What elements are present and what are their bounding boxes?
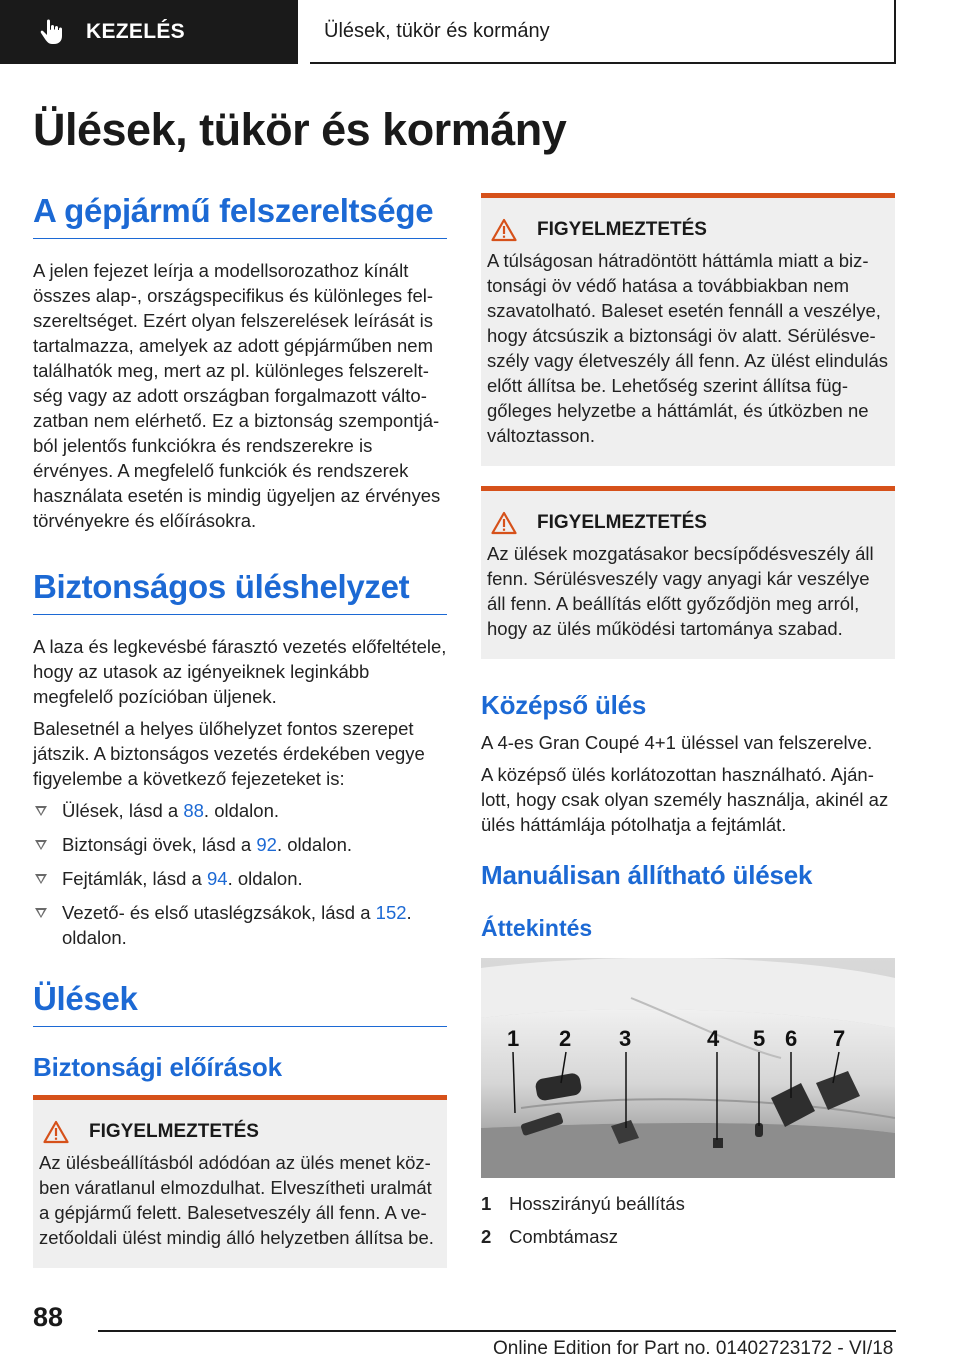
warning-triangle-icon xyxy=(491,511,517,535)
legend-item: 1 Hosszirányú beállítás xyxy=(481,1193,685,1214)
list-item: Fejtámlák, lásd a 94. oldalon. xyxy=(33,866,447,891)
list-item: Vezető- és első utaslégzsákok, lásd a 152. oldalon. xyxy=(33,900,447,950)
safe-position-paragraph-1: A laza és legkevésbé fárasztó vezetés előfeltétele, hogy az utasok az igényeiknek leginkább megfelelő pozícióban üljenek. xyxy=(33,636,447,707)
subsection-title-manual-seats: Manuálisan állítható ülések xyxy=(481,860,813,890)
seat-controls-image xyxy=(481,958,895,1178)
warning-title: FIGYELMEZTETÉS xyxy=(89,1121,259,1142)
safe-position-paragraph-2: Balesetnél a helyes ülőhelyzet fontos szerepet játszik. A biztonságos vezetés érdekében vegye figyelembe a következő fejezeteket is: xyxy=(33,718,425,789)
section-title-seats: Ülések xyxy=(33,980,447,1027)
middle-seat-paragraph-1: A 4-es Gran Coupé 4+1 üléssel van felszerelve. xyxy=(481,732,873,753)
image-label-1: 1 xyxy=(507,1026,520,1051)
warning-box-3 xyxy=(481,486,895,659)
page-number: 88 xyxy=(33,1302,64,1332)
reference-list xyxy=(33,798,447,959)
page-title: Ülések, tükör és kormány xyxy=(33,104,567,155)
warning-text: Az ülések mozgatásakor becsípődésveszély áll fenn. Sérülésveszély vagy anyagi kár veszélye áll fenn. A beállítás előtt győződjön meg arról, hogy az ülés működési tartománya szabad. xyxy=(487,543,874,639)
image-label-4: 4 xyxy=(707,1026,720,1051)
chapter-tab-label: KEZELÉS xyxy=(86,20,185,43)
subsection-title-overview: Áttekintés xyxy=(481,915,593,941)
middle-seat-paragraph-2: A középső ülés korlátozottan használható. Ajánlott, hogy csak olyan személy használja, akinél az ülés háttámlája pótolhatja a fejtámlát. xyxy=(481,764,889,835)
page-link[interactable]: 152 xyxy=(375,902,407,923)
warning-title: FIGYELMEZTETÉS xyxy=(537,219,707,240)
page-link[interactable]: 94 xyxy=(206,868,228,889)
subsection-title-safety: Biztonsági előírások xyxy=(33,1052,282,1082)
image-label-3: 3 xyxy=(619,1026,632,1051)
list-item: Biztonsági övek, lásd a 92. oldalon. xyxy=(33,832,447,857)
image-legend xyxy=(481,1191,895,1257)
edition-info: Online Edition for Part no. 01402723172 - VI/18 xyxy=(493,1338,894,1359)
warning-triangle-icon xyxy=(491,218,517,242)
subsection-title-middle-seat: Középső ülés xyxy=(481,690,647,720)
image-label-2: 2 xyxy=(559,1026,572,1051)
triangle-bullet-icon xyxy=(35,874,47,884)
list-item: Ülések, lásd a 88. oldalon. xyxy=(33,798,447,823)
triangle-bullet-icon xyxy=(35,840,47,850)
page-link[interactable]: 88 xyxy=(183,800,204,821)
chapter-tab[interactable] xyxy=(0,0,298,64)
section-title-equipment: A gépjármű felszereltsége xyxy=(33,192,447,239)
warning-text: A túlságosan hátradöntött háttámla miatt a biztonsági öv védő hatása a továbbiakban nem szavatolható. Baleset esetén fennáll a veszélye, hogy átcsúszik a biztonsági öv alatt. Sérülésveszély vagy életveszély áll fenn. Az ülést elindulás előtt állítsa be. Lehetőség szerint állítsa függőleges helyzetbe a háttámlát, és útközben ne változtasson. xyxy=(487,250,889,446)
hand-pointer-icon xyxy=(38,17,68,47)
warning-title: FIGYELMEZTETÉS xyxy=(537,512,707,533)
warning-box-1 xyxy=(33,1095,447,1268)
triangle-bullet-icon xyxy=(35,806,47,816)
page-link[interactable]: 92 xyxy=(256,834,277,855)
section-title-safe-position: Biztonságos üléshelyzet xyxy=(33,568,447,615)
image-label-6: 6 xyxy=(785,1026,798,1051)
image-label-7: 7 xyxy=(833,1026,846,1051)
warning-triangle-icon xyxy=(43,1120,69,1144)
warning-text: Az ülésbeállításból adódóan az ülés menet közben váratlanul elmozdulhat. Elveszítheti uralmát a gépjármű felett. Balesetveszély áll fenn. A vezetőoldali ülést mindig álló helyzetben állítsa be. xyxy=(39,1152,434,1248)
footer-divider xyxy=(98,1330,896,1332)
breadcrumb: Ülések, tükör és kormány xyxy=(310,0,896,64)
legend-item: 2 Combtámasz xyxy=(481,1226,618,1247)
equipment-paragraph: A jelen fejezet leírja a modellsorozathoz kínált összes alap-, országspecifikus és különleges felszereltséget. Ezért olyan felszerelések leírását is tartalmazza, amelyek az adott gépjárműben nem találhatók meg, mert az pl. különleges felszereltség vagy az adott országban forgalmazott változatban nem elérhető. Ez a biztonság szempontjából jelentős funkciókra és rendszerekre is érvényes. A megfelelő funkciók és rendszerek használata esetén is mindig ügyeljen az érvényes törvényekre és előírásokra. xyxy=(33,260,441,531)
image-label-5: 5 xyxy=(753,1026,766,1051)
triangle-bullet-icon xyxy=(35,908,47,918)
warning-box-2 xyxy=(481,193,895,466)
